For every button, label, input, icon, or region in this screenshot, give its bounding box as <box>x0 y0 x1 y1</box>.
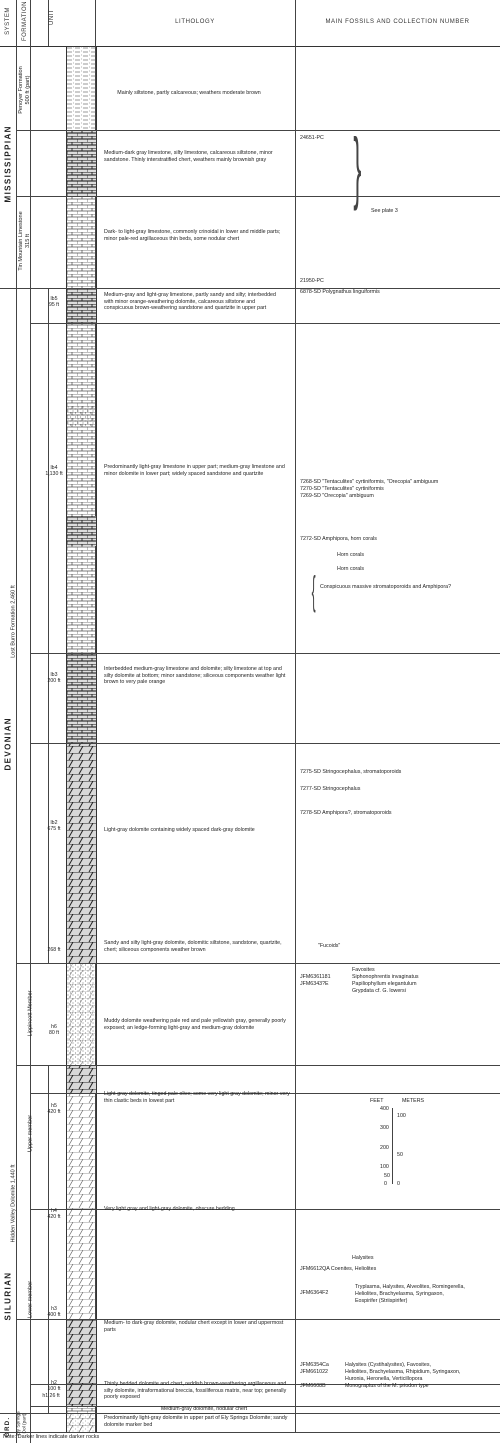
fossil-brachyelasma: Heliolites, Brachyelasma, Rhipidium, Syringaxon, <box>345 1369 461 1375</box>
fossil-see-plate: See plate 3 <box>371 208 398 214</box>
fossil-7270: 7270-SD "Tentaculites" cyrtiniformis <box>300 486 384 492</box>
unit-h2: h2 100 ft <box>47 1380 61 1393</box>
unit-lippincott: 268 ft <box>47 947 61 953</box>
lithology-h1: Medium-gray dolomite, nodular chert <box>160 1406 248 1412</box>
fossil-favosites: Favosites <box>352 967 375 973</box>
formation-penoyer: Penoyer Formation 500 ft (part) <box>18 66 31 114</box>
system-silurian: SILURIAN <box>3 1271 13 1321</box>
unit-h4: h4 420 ft <box>47 1208 61 1221</box>
formation-hidden-valley: Hidden Valley Dolomite 1,440 ft <box>10 1164 17 1243</box>
unit-lb3: lb3 200 ft <box>47 672 61 685</box>
fossil-jfm661022: JFM661022 <box>300 1369 328 1375</box>
lithology-penoyer: Mainly siltstone, partly calcareous; weathers moderate brown <box>117 90 261 96</box>
lithology-lb3: Interbedded medium-gray limestone and dolomite; silty limestone at top and silty dolomite at bottom; minor sandstone; siliceous components weather light brown to very pale orange <box>104 666 286 686</box>
fossil-7272: 7272-SD Amphipora, horn corals <box>300 536 377 542</box>
unit-h1: h1 26 ft <box>42 1393 60 1399</box>
fossil-6878: 6878-SD Polygnathus linguiformis <box>300 289 380 295</box>
fossil-fucoids: "Fucoids" <box>318 943 341 949</box>
fossil-tryplasma: Tryplasma, Halysites, Alveolites, Romingerella, <box>355 1284 465 1290</box>
unit-h3: h3 400 ft <box>47 1306 61 1319</box>
lithology-penoyer-lower: Medium-dark gray limestone, silty limestone, calcareous siltstone, minor sandstone. Thinly interstratified chert, weathers mainly brownish gray <box>104 150 273 163</box>
lithology-tin-mountain: Dark- to light-gray limestone, commonly crinoidal in lower and middle parts; minor pale-red argillaceous thin beds, some nodular chert <box>104 229 281 242</box>
fossil-heliolites: Heliolites, Brachyelasma, Syringaxon, <box>355 1291 444 1297</box>
system-ordovician: ORD. <box>5 1416 11 1437</box>
fossil-7275: 7275-SD Stringocephalus, stromatoporoids <box>300 769 402 775</box>
fossil-7269: 7269-SD "Orecopia" ambiguum <box>300 493 374 499</box>
lithology-h3: Medium- to dark-gray dolomite, nodular chert except in lower and uppermost parts <box>104 1320 284 1333</box>
formation-ely-springs: Ely Springs Dol (part) <box>16 1411 27 1436</box>
lithology-h2: Thinly bedded dolomite and chert, reddish brown-weathering argillaceous and silty dolomite, intraformational breccia, fossiliferous matrix, near top; generally poorly exposed <box>104 1381 287 1401</box>
fossil-7277: 7277-SD Stringocephalus <box>300 786 361 792</box>
lithologic-column <box>66 46 97 1432</box>
fossil-7278: 7278-SD Amphipora?, stromatoporoids <box>300 810 392 816</box>
footnote: Note: Darker lines indicate darker rocks <box>3 1434 100 1440</box>
fossil-huronia: Huronia, Heronella, Verticillopora <box>345 1376 423 1382</box>
lithology-lb4: Predominantly light-gray limestone in upper part; medium-gray limestone and minor dolomite in lower part; widely spaced sandstone and quartzite <box>104 464 285 477</box>
fossil-jfm6354: JFM6354Ca <box>300 1362 329 1368</box>
unit-lb2: lb2 675 ft <box>47 820 61 833</box>
system-header: SYSTEM <box>4 7 11 35</box>
rock-pattern <box>67 46 96 1432</box>
lithology-lb2: Light-gray dolomite containing widely spaced dark-gray dolomite <box>104 827 255 833</box>
unit-lb4: lb4 1,130 ft <box>45 465 63 478</box>
fossil-stromatoporoids: Conspicuous massive stromatoporoids and Amphipora? <box>320 584 452 590</box>
fossil-horn-corals-2: Horn corals <box>337 566 365 572</box>
fossil-21950: 21950-PC <box>300 278 324 284</box>
bracket-icon: } <box>353 122 362 211</box>
fossils-header: MAIN FOSSILS AND COLLECTION NUMBER <box>325 19 470 25</box>
fossil-grypdata: Grypdata cf. G. lowersi <box>352 988 406 994</box>
fossil-papiliophyllum: Papiliophyllum elegantulum <box>352 981 417 987</box>
member-upper: Upper member <box>27 1114 34 1153</box>
unit-h6: h6 80 ft <box>48 1024 60 1037</box>
lithology-h5: Light-gray dolomite, tinged pale olive; some very light gray dolomite; minor very thin clastic beds in lowest part <box>104 1091 290 1104</box>
system-devonian: DEVONIAN <box>3 717 13 771</box>
lithology-h4: Very light gray and light-gray dolomite, obscure bedding <box>104 1206 235 1212</box>
lithology-lippincott: Sandy and silty light-gray dolomite, dolomitic siltstone, sandstone, quartzite, chert; siliceous components weather brown <box>104 940 282 953</box>
formation-lost-burro: Lost Burro Formation 2,460 ft <box>10 585 17 658</box>
fossil-cystihalysites: Halysites (Cystihalysites), Favosites, <box>345 1362 431 1368</box>
fossil-halysites: Halysites <box>352 1255 374 1261</box>
system-mississippian: MISSISSIPPIAN <box>3 125 13 203</box>
formation-tin-mountain: Tin Mountain Limestone 315 ft <box>18 211 31 271</box>
scale-bar: FEET METERS 400 300 200 100 50 0 100 50 0 <box>370 1098 425 1187</box>
lithology-lb5: Medium-gray and light-gray limestone, partly sandy and silty; interbedded with minor orange-weathering dolomite, calcareous siltstone and conspicuous brown-weathering sandstone and quartzite in upper part <box>104 292 276 312</box>
lithology-ely-springs: Predominantly light-gray dolomite in upper part of Ely Springs Dolomite; sandy dolomite marker bed <box>104 1415 288 1428</box>
fossil-horn-corals-1: Horn corals <box>337 552 365 558</box>
fossil-24651: 24651-PC <box>300 135 324 141</box>
formation-header: FORMATION <box>22 0 29 42</box>
bracket-icon: { <box>311 569 316 613</box>
fossil-jfm6608b: JFM6608B <box>300 1383 326 1389</box>
member-lower: Lower member <box>27 1280 34 1319</box>
fossil-monograptus: Monograptus of the M. priodon type <box>345 1383 429 1389</box>
fossil-siphonophrentis: Siphonophrentis invaginatus <box>352 974 419 980</box>
lithology-header: LITHOLOGY <box>175 19 215 25</box>
unit-header: UNIT <box>49 9 55 25</box>
unit-h5: h5 420 ft <box>47 1103 61 1116</box>
fossil-7268: 7268-SD "Tentaculites" cyrtiniformis, "Orecopia" ambiguum <box>300 479 439 485</box>
lithology-h6: Muddy dolomite weathering pale red and pale yellowish gray, generally poorly exposed; an ledge-forming light-gray and medium-gray dolomite <box>104 1018 286 1031</box>
unit-lb5: lb5 95 ft <box>48 296 60 309</box>
fossil-jfm6364: JFM6364F2 <box>300 1290 329 1296</box>
fossil-eospirifer: Eospirifer (Striispirifer) <box>355 1298 408 1304</box>
fossil-jfm6361181: JFM6361181 <box>300 974 331 980</box>
fossil-jfm6343: JFM6343?E <box>300 981 329 987</box>
fossil-jfm6612: JFM6612QA Coenites, Heliolites <box>300 1266 377 1272</box>
member-lippincott: Lippincott Member <box>27 990 34 1037</box>
